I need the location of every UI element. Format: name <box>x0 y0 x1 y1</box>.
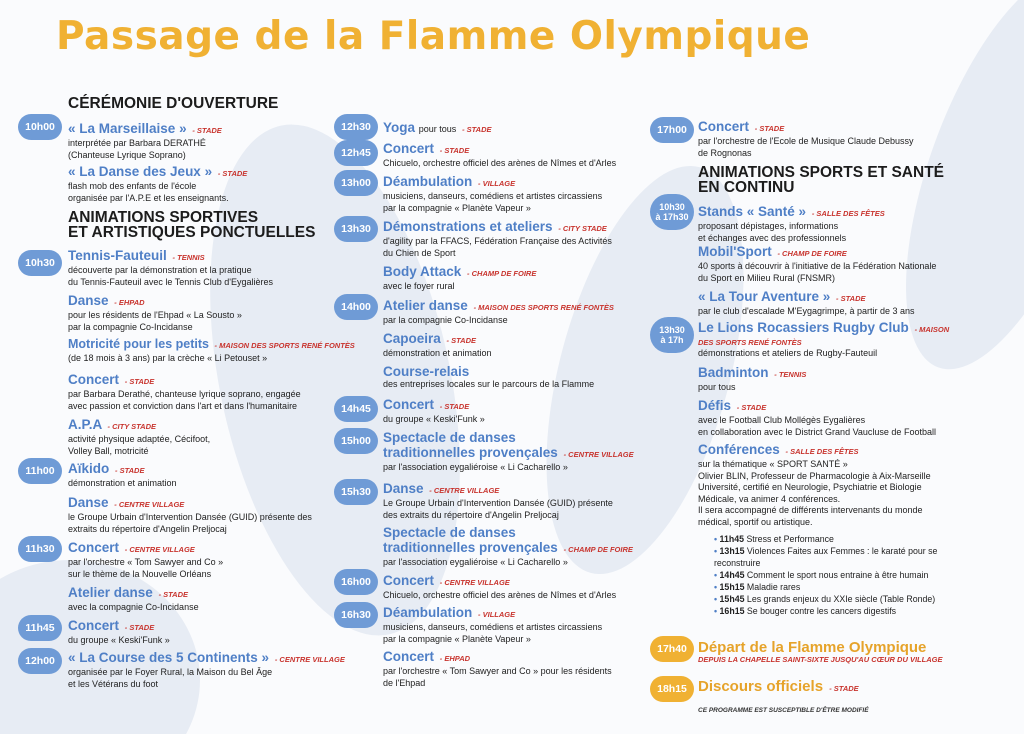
event-danse-jeux <box>68 164 247 204</box>
conference-label: Stress et Performance <box>746 534 834 544</box>
event-subtitle: DEPUIS LA CHAPELLE SAINT-SIXTE JUSQU'AU CŒUR DU VILLAGE <box>698 655 943 664</box>
event-aikido <box>68 461 177 490</box>
event-course-relais <box>383 364 594 391</box>
conference-item <box>714 533 974 545</box>
event-description: par l'association eygaliéroise « Li Cacharello » <box>383 462 568 472</box>
event-title: Yoga <box>383 120 416 135</box>
event-discours <box>698 679 859 696</box>
event-title: Conférences <box>698 442 780 457</box>
event-inline-text: pour tous <box>418 124 457 134</box>
event-deambulation-1 <box>383 174 602 214</box>
event-location: - CHAMP DE FOIRE <box>563 545 633 554</box>
event-concert-2 <box>68 540 223 580</box>
event-title: Tennis-Fauteuil <box>68 248 167 263</box>
conference-time: 15h45 <box>719 594 747 604</box>
event-description: par l'orchestre « Tom Sawyer and Co » sur le thème de la Nouvelle Orléans <box>68 557 224 579</box>
event-spectacle-2 <box>383 525 633 569</box>
event-location: - CENTRE VILLAGE <box>124 545 195 554</box>
event-title: Concert <box>68 372 120 387</box>
event-concert-7 <box>383 649 612 689</box>
bullet-icon: • <box>714 570 720 580</box>
footnote: CE PROGRAMME EST SUSCEPTIBLE D'ÊTRE MODIFIÉ <box>698 707 869 714</box>
event-concert-8 <box>698 119 914 159</box>
event-demonstrations <box>383 219 612 259</box>
bullet-icon: • <box>714 594 720 604</box>
event-description: pour les résidents de l'Ehpad « La Sousto » par la compagnie Co-Incidanse <box>68 310 242 332</box>
event-description: avec la compagnie Co-Incidanse <box>68 602 199 612</box>
event-description: par la compagnie Co-Incidanse <box>383 315 508 325</box>
conference-time: 13h15 <box>719 546 747 556</box>
event-title: Déambulation <box>383 605 473 620</box>
event-concert-3 <box>68 618 170 647</box>
event-title: Body Attack <box>383 264 462 279</box>
conference-list <box>714 533 974 617</box>
event-title: Concert <box>383 397 435 412</box>
bullet-icon: • <box>714 582 720 592</box>
event-defis <box>698 398 936 438</box>
event-description: le Groupe Urbain d'Intervention Dansée (GUID) présente des extraits du répertoire d'Angelin Preljocaj <box>68 512 312 534</box>
event-location: - STADE <box>439 402 470 411</box>
time-badge: 17h00 <box>650 117 694 143</box>
event-location: - CENTRE VILLAGE <box>439 578 510 587</box>
time-badge: 13h30 <box>334 216 378 242</box>
event-description: 40 sports à découvrir à l'initiative de la Fédération Nationale du Sport en Milieu Rural (FNSMR) <box>698 261 937 283</box>
event-title: Atelier danse <box>68 585 153 600</box>
event-atelier-danse-2 <box>383 298 614 327</box>
time-badge: 17h40 <box>650 636 694 662</box>
time-badge: 15h30 <box>334 479 378 505</box>
time-badge: 16h30 <box>334 602 378 628</box>
event-location-continued: DES SPORTS RENÉ FONTÈS <box>698 338 802 347</box>
event-title: Stands « Santé » <box>698 204 807 219</box>
conference-label: Comment le sport nous entraine à être humain <box>746 570 929 580</box>
event-description: sur la thématique « SPORT SANTÉ » Olivier BLIN, Professeur de Pharmacologie à Aix-Marseille Université, certifié en Neurologie, Psychiatrie et Biologie Médicale, va animer 4 conférences. Il sera accompagné de différents intervenants du monde médical, sportif ou artistique. <box>698 459 931 527</box>
event-location: - MAISON DES SPORTS RENÉ FONTÈS <box>214 341 355 350</box>
event-location: - CHAMP DE FOIRE <box>467 269 537 278</box>
time-badge: 12h00 <box>18 648 62 674</box>
event-danse-ehpad <box>68 293 242 333</box>
event-capoeira <box>383 331 492 360</box>
event-tour-aventure <box>698 289 915 318</box>
event-description: par l'association eygaliéroise « Li Cacharello » <box>383 557 568 567</box>
event-description: par le club d'escalade M'Eygagrimpe, à partir de 3 ans <box>698 306 915 316</box>
time-badge: 14h45 <box>334 396 378 422</box>
event-location: - CHAMP DE FOIRE <box>777 249 847 258</box>
event-description: par l'orchestre de l'Ecole de Musique Claude Debussy de Rognonas <box>698 136 914 158</box>
conference-time: 15h15 <box>719 582 747 592</box>
bullet-icon: • <box>714 546 720 556</box>
event-description: démonstration et animation <box>68 478 177 488</box>
event-location: - SALLE DES FÊTES <box>785 447 859 456</box>
event-description: (de 18 mois à 3 ans) par la crèche « Li Petouset » <box>68 353 268 363</box>
event-title: Concert <box>68 540 120 555</box>
event-title: « La Tour Aventure » <box>698 289 831 304</box>
time-badge: 12h30 <box>334 114 378 140</box>
event-marseillaise <box>68 121 222 161</box>
event-description: d'agility par la FFACS, Fédération Française des Activités du Chien de Sport <box>383 236 612 258</box>
event-location: - STADE <box>836 294 866 303</box>
conference-item <box>714 569 974 581</box>
event-location: - CENTRE VILLAGE <box>429 486 500 495</box>
event-location: - STADE <box>124 623 155 632</box>
event-location: - STADE <box>462 125 492 134</box>
event-title: Atelier danse <box>383 298 468 313</box>
event-location: - EHPAD <box>114 298 145 307</box>
event-title: Concert <box>383 649 435 664</box>
event-location: - MAISON DES SPORTS RENÉ FONTÈS <box>473 303 614 312</box>
event-description: organisée par le Foyer Rural, la Maison du Bel Âge et les Vétérans du foot <box>68 667 273 689</box>
event-description: du groupe « Keski'Funk » <box>383 414 485 424</box>
event-title: Concert <box>383 573 435 588</box>
event-title: Défis <box>698 398 732 413</box>
event-description: démonstration et animation <box>383 348 492 358</box>
event-location: - CITY STADE <box>558 224 607 233</box>
event-atelier-danse <box>68 585 199 614</box>
event-location: - STADE <box>217 169 248 178</box>
conference-label: Les grands enjeux du XXIe siècle (Table Ronde) <box>746 594 936 604</box>
time-badge: 10h00 <box>18 114 62 140</box>
conference-time: 11h45 <box>719 534 747 544</box>
conference-item <box>714 545 974 569</box>
event-title: Discours officiels <box>698 678 824 695</box>
event-description: proposant dépistages, informations et échanges avec des professionnels <box>698 221 847 243</box>
event-title: A.P.A <box>68 417 102 432</box>
event-mobil-sport <box>698 244 936 284</box>
time-badge: 13h00 <box>334 170 378 196</box>
event-location: - CITY STADE <box>107 422 157 431</box>
conference-time: 16h15 <box>719 606 747 616</box>
time-badge: 10h30 <box>18 250 62 276</box>
section-sports-sante: ANIMATIONS SPORTS ET SANTÉ EN CONTINU <box>698 164 945 196</box>
event-location: - SALLE DES FÊTES <box>811 209 885 218</box>
event-location: - STADE <box>124 377 155 386</box>
event-lions-rugby <box>698 320 949 360</box>
page-title: Passage de la Flamme Olympique <box>56 14 811 59</box>
event-depart-flamme <box>698 640 942 664</box>
event-location: - TENNIS <box>172 253 205 262</box>
event-concert-1 <box>68 372 301 412</box>
event-title: Motricité pour les petits <box>68 337 209 351</box>
time-badge: 12h45 <box>334 140 378 166</box>
event-title: Démonstrations et ateliers <box>383 219 553 234</box>
conference-time: 14h45 <box>719 570 747 580</box>
event-description: Chicuelo, orchestre officiel des arènes de Nîmes et d'Arles <box>383 158 617 168</box>
event-stands-sante <box>698 204 885 244</box>
event-title: Concert <box>383 141 435 156</box>
time-badge: 11h45 <box>18 615 62 641</box>
event-description: Le Groupe Urbain d'Intervention Dansée (GUID) présente des extraits du répertoire d'Angelin Preljocaj <box>383 498 613 520</box>
time-badge: 10h30 à 17h30 <box>650 194 694 230</box>
event-title: Capoeira <box>383 331 441 346</box>
section-animations: ANIMATIONS SPORTIVES ET ARTISTIQUES PONCTUELLES <box>68 209 316 241</box>
conference-label: Se bouger contre les cancers digestifs <box>746 606 897 616</box>
event-danse-village <box>68 495 312 535</box>
event-title: Spectacle de danses traditionnelles provençales <box>383 430 558 460</box>
event-description: Chicuelo, orchestre officiel des arènes de Nîmes et d'Arles <box>383 590 617 600</box>
event-title: Danse <box>68 495 109 510</box>
time-badge: 14h00 <box>334 294 378 320</box>
event-location: - STADE <box>829 684 859 693</box>
conference-label: Violences Faites aux Femmes : le karaté pour se reconstruire <box>714 546 938 568</box>
event-description: pour tous <box>698 382 736 392</box>
event-description: flash mob des enfants de l'école organisée par l'A.P.E et les enseignants. <box>68 181 229 203</box>
event-title: Concert <box>68 618 120 633</box>
event-apa <box>68 417 210 457</box>
event-title: Course-relais <box>383 364 470 379</box>
event-location: - STADE <box>736 403 767 412</box>
event-body-attack <box>383 264 536 293</box>
event-description: interprétée par Barbara DERATHÉ (Chanteuse Lyrique Soprano) <box>68 138 206 160</box>
event-title: Le Lions Rocassiers Rugby Club <box>698 320 909 335</box>
event-description: démonstrations et ateliers de Rugby-Fauteuil <box>698 348 878 358</box>
event-title: « La Course des 5 Continents » <box>68 650 270 665</box>
event-description: par l'orchestre « Tom Sawyer and Co » pour les résidents de l'Ehpad <box>383 666 612 688</box>
event-location: - STADE <box>446 336 476 345</box>
event-location: - CENTRE VILLAGE <box>274 655 345 664</box>
event-conferences <box>698 442 931 528</box>
conference-label: Maladie rares <box>746 582 801 592</box>
event-badminton <box>698 365 806 394</box>
event-concert-6 <box>383 573 616 602</box>
event-motricite <box>68 337 355 365</box>
event-location: - VILLAGE <box>478 610 516 619</box>
event-title: « La Marseillaise » <box>68 121 187 136</box>
event-location: - CENTRE VILLAGE <box>114 500 185 509</box>
event-tennis <box>68 248 273 288</box>
event-title: Mobil'Sport <box>698 244 772 259</box>
event-title: Spectacle de danses traditionnelles provençales <box>383 525 558 555</box>
time-badge: 15h00 <box>334 428 378 454</box>
event-location: - STADE <box>439 146 470 155</box>
event-description: des entreprises locales sur le parcours de la Flamme <box>383 379 595 389</box>
event-title: Déambulation <box>383 174 473 189</box>
event-description: du groupe « Keski'Funk » <box>68 635 170 645</box>
time-badge: 11h30 <box>18 536 62 562</box>
time-badge: 11h00 <box>18 458 62 484</box>
event-description: musiciens, danseurs, comédiens et artistes circassiens par la compagnie « Planète Vapeur » <box>383 191 603 213</box>
section-ceremony: CÉRÉMONIE D'OUVERTURE <box>68 95 279 112</box>
event-concert-5 <box>383 397 485 426</box>
event-title: « La Danse des Jeux » <box>68 164 213 179</box>
event-yoga <box>383 120 492 137</box>
event-location: - EHPAD <box>439 654 471 663</box>
event-title: Départ de la Flamme Olympique <box>698 639 927 656</box>
event-danse-2 <box>383 481 613 521</box>
event-description: musiciens, danseurs, comédiens et artistes circassiens par la compagnie « Planète Vapeur » <box>383 622 603 644</box>
event-course <box>68 650 345 690</box>
event-description: découverte par la démonstration et la pratique du Tennis-Fauteuil avec le Tennis Club d'Eygalières <box>68 265 274 287</box>
event-location: - TENNIS <box>774 370 807 379</box>
event-description: par Barbara Derathé, chanteuse lyrique soprano, engagée avec passion et conviction dans l'art et dans l'humanitaire <box>68 389 301 411</box>
event-title: Aïkido <box>68 461 110 476</box>
conference-item <box>714 605 974 617</box>
event-location: - CENTRE VILLAGE <box>563 450 634 459</box>
event-location: - MAISON <box>914 325 950 334</box>
conference-item <box>714 593 974 605</box>
conference-item <box>714 581 974 593</box>
time-badge: 16h00 <box>334 569 378 595</box>
event-description: avec le foyer rural <box>383 281 455 291</box>
event-spectacle-1 <box>383 430 634 474</box>
event-deambulation-2 <box>383 605 602 645</box>
event-description: activité physique adaptée, Cécifoot, Volley Ball, motricité <box>68 434 211 456</box>
time-badge: 13h30 à 17h <box>650 317 694 353</box>
event-title: Danse <box>68 293 109 308</box>
event-location: - STADE <box>192 126 222 135</box>
event-location: - STADE <box>158 590 189 599</box>
event-concert-4 <box>383 141 616 170</box>
event-title: Badminton <box>698 365 769 380</box>
event-location: - STADE <box>115 466 145 475</box>
event-location: - STADE <box>754 124 785 133</box>
event-description: avec le Football Club Mollégès Eygalières en collaboration avec le District Grand Vaucluse de Football <box>698 415 936 437</box>
event-title: Concert <box>698 119 750 134</box>
bullet-icon: • <box>714 534 720 544</box>
event-location: - VILLAGE <box>478 179 516 188</box>
bullet-icon: • <box>714 606 720 616</box>
event-title: Danse <box>383 481 424 496</box>
time-badge: 18h15 <box>650 676 694 702</box>
